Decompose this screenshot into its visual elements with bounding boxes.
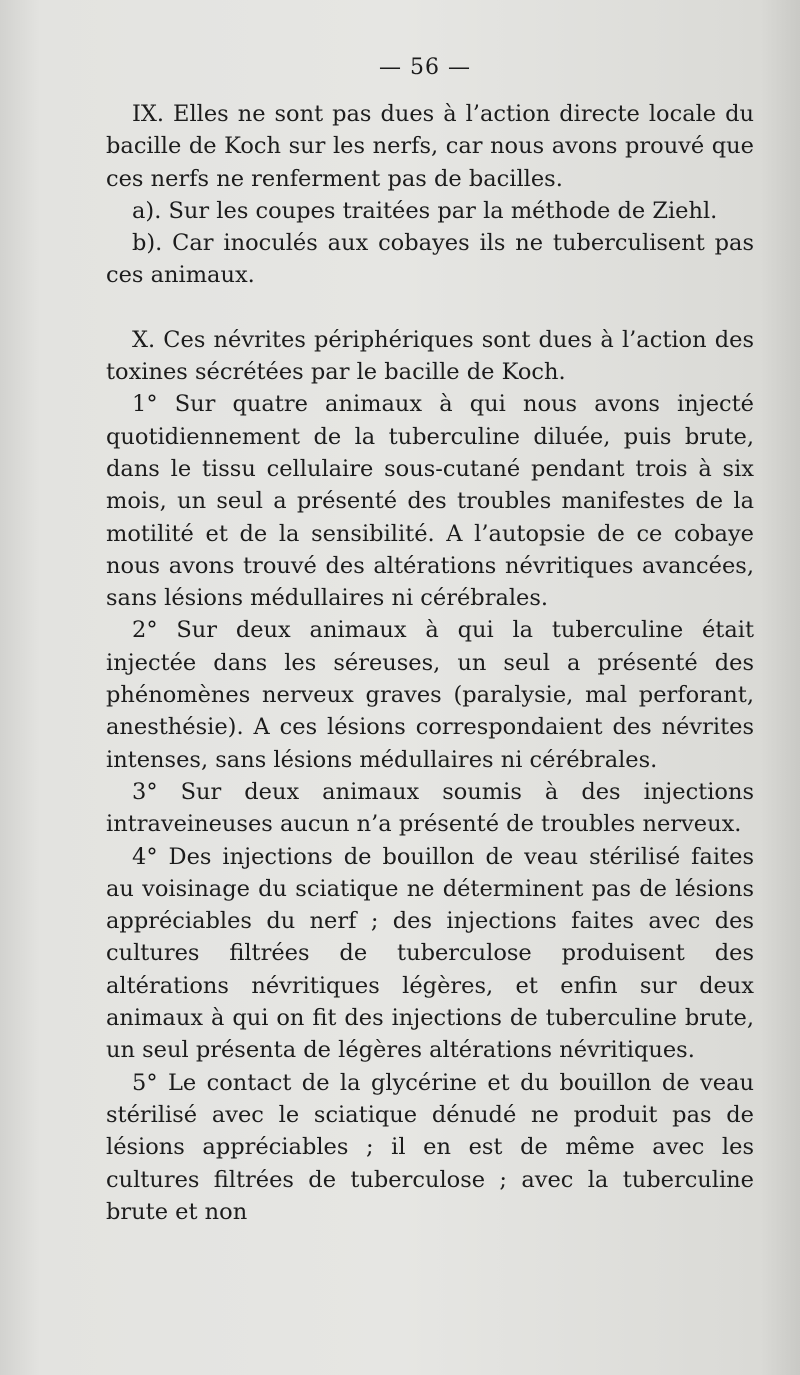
paragraph: 3° Sur deux animaux soumis à des injections intraveineuses aucun n’a présenté de troubles nerveux. [106, 778, 754, 838]
paragraph: b). Car inoculés aux cobayes ils ne tuberculisent pas ces animaux. [106, 230, 754, 289]
paragraph: 2° Sur deux animaux à qui la tuberculine était injectée dans les séreuses, un seul a présenté des phénomènes nerveux graves (paralysie, mal perforant, anesthésie). A ces lésions correspondaient des névrites intenses, sans lésions médullaires ni cérébrales. [106, 617, 754, 773]
paragraph: X. Ces névrites périphériques sont dues à l’action des toxines sécrétées par le bacille de Koch. [106, 326, 754, 386]
paragraph: a). Sur les coupes traitées par la méthode de Ziehl. [132, 197, 718, 224]
paragraph: 5° Le contact de la glycérine et du bouillon de veau stérilisé avec le sciatique dénudé ne produit pas de lésions appréciables ; il en est de même avec les cultures filtrées de tuberculose ; avec la tuberculine brute et non [106, 1069, 754, 1225]
paragraph: 1° Sur quatre animaux à qui nous avons injecté quotidiennement de la tuberculine diluée, puis brute, dans le tissu cellulaire sous-cutané pendant trois à six mois, un seul a présenté des troubles manifestes de la motilité et de la sensibilité. A l’autopsie de ce cobaye nous avons trouvé des altérations névritiques avancées, sans lésions médullaires ni cérébrales. [106, 391, 754, 612]
section-ix [106, 98, 754, 292]
page-body [106, 98, 754, 1228]
paragraph: 4° Des injections de bouillon de veau stérilisé faites au voisinage du sciatique ne déterminent pas de lésions appréciables du nerf ; des injections faites avec des cultures filtrées de tuberculose produisent des altérations névritiques légères, et enfin sur deux animaux à qui on fit des injections de tuberculine brute, un seul présenta de légères altérations névritiques. [106, 843, 754, 1064]
paragraph: IX. Elles ne sont pas dues à l’action directe locale du bacille de Koch sur les nerfs, car nous avons prouvé que ces nerfs ne renferment pas de bacilles. [106, 101, 754, 192]
section-x [106, 324, 754, 1228]
page-number: — 56 — [379, 55, 471, 80]
